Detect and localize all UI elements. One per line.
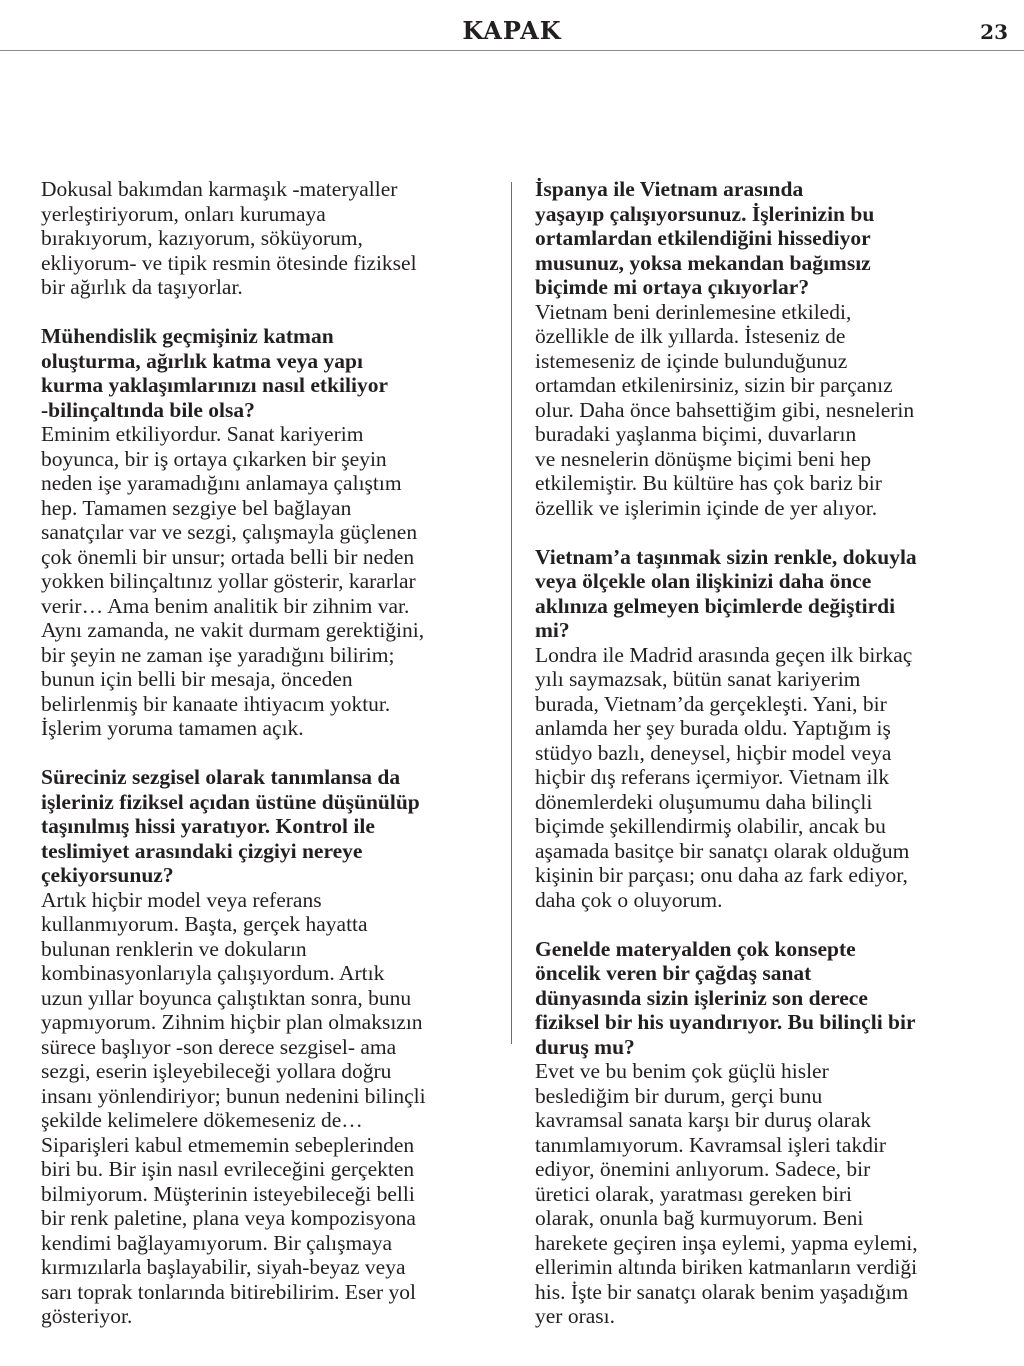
- question-heading: [535, 937, 995, 1060]
- text-line: üretici olarak, yaratması gereken biri: [535, 1181, 852, 1206]
- text-line: Londra ile Madrid arasında geçen ilk birkaç: [535, 642, 913, 667]
- text-line: Genelde materyalden çok konsepte: [535, 936, 856, 961]
- text-line: oluşturma, ağırlık katma veya yapı: [41, 348, 363, 373]
- text-line: uzun yıllar boyunca çalıştıktan sonra, bunu: [41, 985, 412, 1010]
- text-line: mi?: [535, 618, 570, 642]
- text-line: verir… Ama benim analitik bir zihnim var.: [41, 593, 410, 618]
- text-line: kullanmıyorum. Başta, gerçek hayatta: [41, 912, 368, 936]
- text-line: tanımlamıyorum. Kavramsal işleri takdir: [535, 1132, 887, 1157]
- text-line: Dokusal bakımdan karmaşık -materyaller: [41, 177, 398, 201]
- text-line: ekliyorum- ve tipik resmin ötesinde fiziksel: [41, 250, 417, 275]
- answer-text: [535, 643, 995, 913]
- text-line: sürece başlıyor -son derece sezgisel- ama: [41, 1034, 397, 1059]
- qa-block-spain-vietnam: [535, 177, 995, 520]
- text-line: hiçbir dış referans içermiyor. Vietnam ilk: [535, 765, 890, 789]
- text-line: bilmiyorum. Müşterinin isteyebileceği belli: [41, 1181, 415, 1206]
- qa-block-physicality: [535, 937, 995, 1329]
- text-line: biri bu. Bir işin nasıl evrileceğini gerçekten: [41, 1157, 415, 1181]
- text-line: yılı saymazsak, bütün sanat kariyerim: [535, 667, 861, 691]
- text-line: yer orası.: [535, 1304, 615, 1328]
- question-heading: [41, 324, 491, 422]
- text-line: ve nesnelerin dönüşme biçimi beni hep: [535, 446, 872, 471]
- text-line: çok önemli bir unsur; ortada belli bir neden: [41, 544, 415, 569]
- text-line: sarı toprak tonlarında bitirebilirim. Eser yol: [41, 1279, 416, 1304]
- text-line: dünyasında sizin işleriniz son derece: [535, 985, 868, 1010]
- text-line: kavramsal sanata karşı bir duruş olarak: [535, 1108, 872, 1132]
- text-line: aşamada basitçe bir sanatçı olarak olduğum: [535, 838, 910, 863]
- text-line: yaşayıp çalışıyorsunuz. İşlerinizin bu: [535, 201, 875, 226]
- text-line: anlamda her şey burada oldu. Yaptığım iş: [535, 716, 891, 740]
- text-line: musunuz, yoksa mekandan bağımsız: [535, 250, 871, 275]
- text-line: bulunan renklerin ve dokuların: [41, 936, 307, 961]
- text-line: kırmızılarla başlayabilir, siyah-beyaz veya: [41, 1255, 406, 1279]
- text-line: bunun için belli bir mesaja, önceden: [41, 667, 353, 691]
- page-number: 23: [980, 20, 1008, 44]
- text-line: kişinin bir parçası; onu daha az fark ediyor,: [535, 863, 908, 887]
- text-line: bir ağırlık da taşıyorlar.: [41, 275, 243, 299]
- text-line: harekete geçiren inşa eylemi, yapma eylemi,: [535, 1230, 918, 1255]
- text-line: istemeseniz de içinde bulunduğunuz: [535, 348, 848, 373]
- answer-text: [535, 1059, 995, 1329]
- text-line: his. İşte bir sanatçı olarak benim yaşadığım: [535, 1279, 909, 1304]
- text-line: etkilemiştir. Bu kültüre has çok bariz bir: [535, 471, 882, 495]
- text-line: kombinasyonlarıyla çalışıyordum. Artık: [41, 961, 385, 985]
- text-line: burada, Vietnam’da gerçekleşti. Yani, bir: [535, 691, 887, 716]
- text-line: yokken bilinçaltınız yollar gösterir, kararlar: [41, 569, 416, 593]
- text-line: Vietnam’a taşınmak sizin renkle, dokuyla: [535, 544, 917, 569]
- text-line: Mühendislik geçmişiniz katman: [41, 324, 334, 348]
- text-line: gösteriyor.: [41, 1304, 133, 1328]
- text-line: İşlerim yoruma tamamen açık.: [41, 716, 304, 740]
- text-line: boyunca, bir iş ortaya çıkarken bir şeyin: [41, 446, 387, 471]
- text-line: daha çok o oluyorum.: [535, 887, 723, 912]
- text-line: Vietnam beni derinlemesine etkiledi,: [535, 299, 852, 324]
- text-line: insanı yönlendiriyor; bunun nedenini bilinçli: [41, 1083, 426, 1108]
- text-line: ediyor, önemini anlıyorum. Sadece, bir: [535, 1157, 871, 1181]
- text-line: beslediğim bir durum, gerçi bunu: [535, 1083, 823, 1108]
- answer-text: [41, 422, 491, 741]
- text-line: ellerimin altında biriken katmanların verdiği: [535, 1255, 918, 1279]
- text-line: yerleştiriyorum, onları kurumaya: [41, 201, 326, 226]
- text-line: olarak, onunla bağ kurmuyorum. Beni: [535, 1206, 864, 1230]
- answer-text: [41, 177, 491, 300]
- qa-block-intuition: [41, 765, 491, 1329]
- left-column: [41, 177, 491, 1353]
- question-heading: [41, 765, 491, 888]
- text-line: ortamlardan etkilendiğini hissediyor: [535, 226, 871, 250]
- text-line: -bilinçaltında bile olsa?: [41, 397, 255, 422]
- question-heading: [535, 177, 995, 300]
- text-line: şekilde kelimelere dökemeseniz de…: [41, 1108, 363, 1132]
- text-line: biçimde şekillendirmiş olabilir, ancak bu: [535, 814, 886, 838]
- text-line: stüdyo bazlı, deneysel, hiçbir model veya: [535, 740, 892, 765]
- text-line: olur. Daha önce bahsettiğim gibi, nesnelerin: [535, 397, 915, 422]
- text-line: biçimde mi ortaya çıkıyorlar?: [535, 275, 810, 299]
- text-line: bir renk paletine, plana veya kompozisyona: [41, 1206, 416, 1230]
- header-divider: [0, 50, 1024, 51]
- text-line: dönemlerdeki oluşumumu daha bilinçli: [535, 789, 873, 814]
- qa-block-color-texture: [535, 545, 995, 913]
- text-line: Aynı zamanda, ne vakit durmam gerektiğini,: [41, 618, 425, 642]
- text-line: aklınıza gelmeyen biçimlerde değiştirdi: [535, 593, 896, 618]
- text-line: sezgi, eserin işleyebileceği yollara doğru: [41, 1059, 392, 1083]
- right-column: [535, 177, 995, 1353]
- text-line: kurma yaklaşımlarınızı nasıl etkiliyor: [41, 373, 389, 397]
- text-line: yapmıyorum. Zihnim hiçbir plan olmaksızın: [41, 1010, 423, 1034]
- text-line: veya ölçekle olan ilişkinizi daha önce: [535, 569, 872, 593]
- text-line: Süreciniz sezgisel olarak tanımlansa da: [41, 765, 401, 789]
- text-line: taşınılmış hissi yaratıyor. Kontrol ile: [41, 814, 375, 838]
- text-line: Evet ve bu benim çok güçlü hisler: [535, 1059, 829, 1083]
- text-line: bırakıyorum, kazıyorum, söküyorum,: [41, 226, 363, 250]
- qa-block-engineering: [41, 324, 491, 741]
- text-line: özellik ve işlerimin içinde de yer alıyor.: [535, 495, 878, 520]
- magazine-section-title: KAPAK: [462, 16, 562, 45]
- text-line: sanatçılar var ve sezgi, çalışmayla güçlenen: [41, 520, 418, 544]
- text-line: kendimi bağlayamıyorum. Bir çalışmaya: [41, 1230, 393, 1255]
- answer-text: [535, 300, 995, 521]
- question-heading: [535, 545, 995, 643]
- text-line: bir şeyin ne zaman işe yaradığını bilirim;: [41, 642, 395, 667]
- text-line: İspanya ile Vietnam arasında: [535, 177, 804, 201]
- text-line: neden işe yaramadığını anlamaya çalıştım: [41, 471, 402, 495]
- text-line: çekiyorsunuz?: [41, 863, 174, 887]
- text-line: Artık hiçbir model veya referans: [41, 887, 322, 912]
- text-line: buradaki yaşlanma biçimi, duvarların: [535, 422, 857, 446]
- text-line: işleriniz fiziksel açıdan üstüne düşünülüp: [41, 789, 420, 814]
- text-line: özellikle de ilk yıllarda. İsteseniz de: [535, 324, 846, 348]
- text-line: fiziksel bir his uyandırıyor. Bu bilinçli bir: [535, 1010, 916, 1034]
- text-line: belirlenmiş bir kanaate ihtiyacım yoktur.: [41, 691, 391, 716]
- intro-paragraph: [41, 177, 491, 300]
- text-line: teslimiyet arasındaki çizgiyi nereye: [41, 838, 363, 863]
- text-line: ortamdan etkilenirsiniz, sizin bir parçanız: [535, 373, 893, 397]
- text-line: Eminim etkiliyordur. Sanat kariyerim: [41, 422, 364, 446]
- text-line: öncelik veren bir çağdaş sanat: [535, 961, 812, 985]
- text-line: hep. Tamamen sezgiye bel bağlayan: [41, 495, 352, 520]
- column-divider: [511, 182, 512, 1044]
- text-line: duruş mu?: [535, 1034, 635, 1059]
- answer-text: [41, 888, 491, 1329]
- text-line: Siparişleri kabul etmememin sebeplerinden: [41, 1132, 415, 1157]
